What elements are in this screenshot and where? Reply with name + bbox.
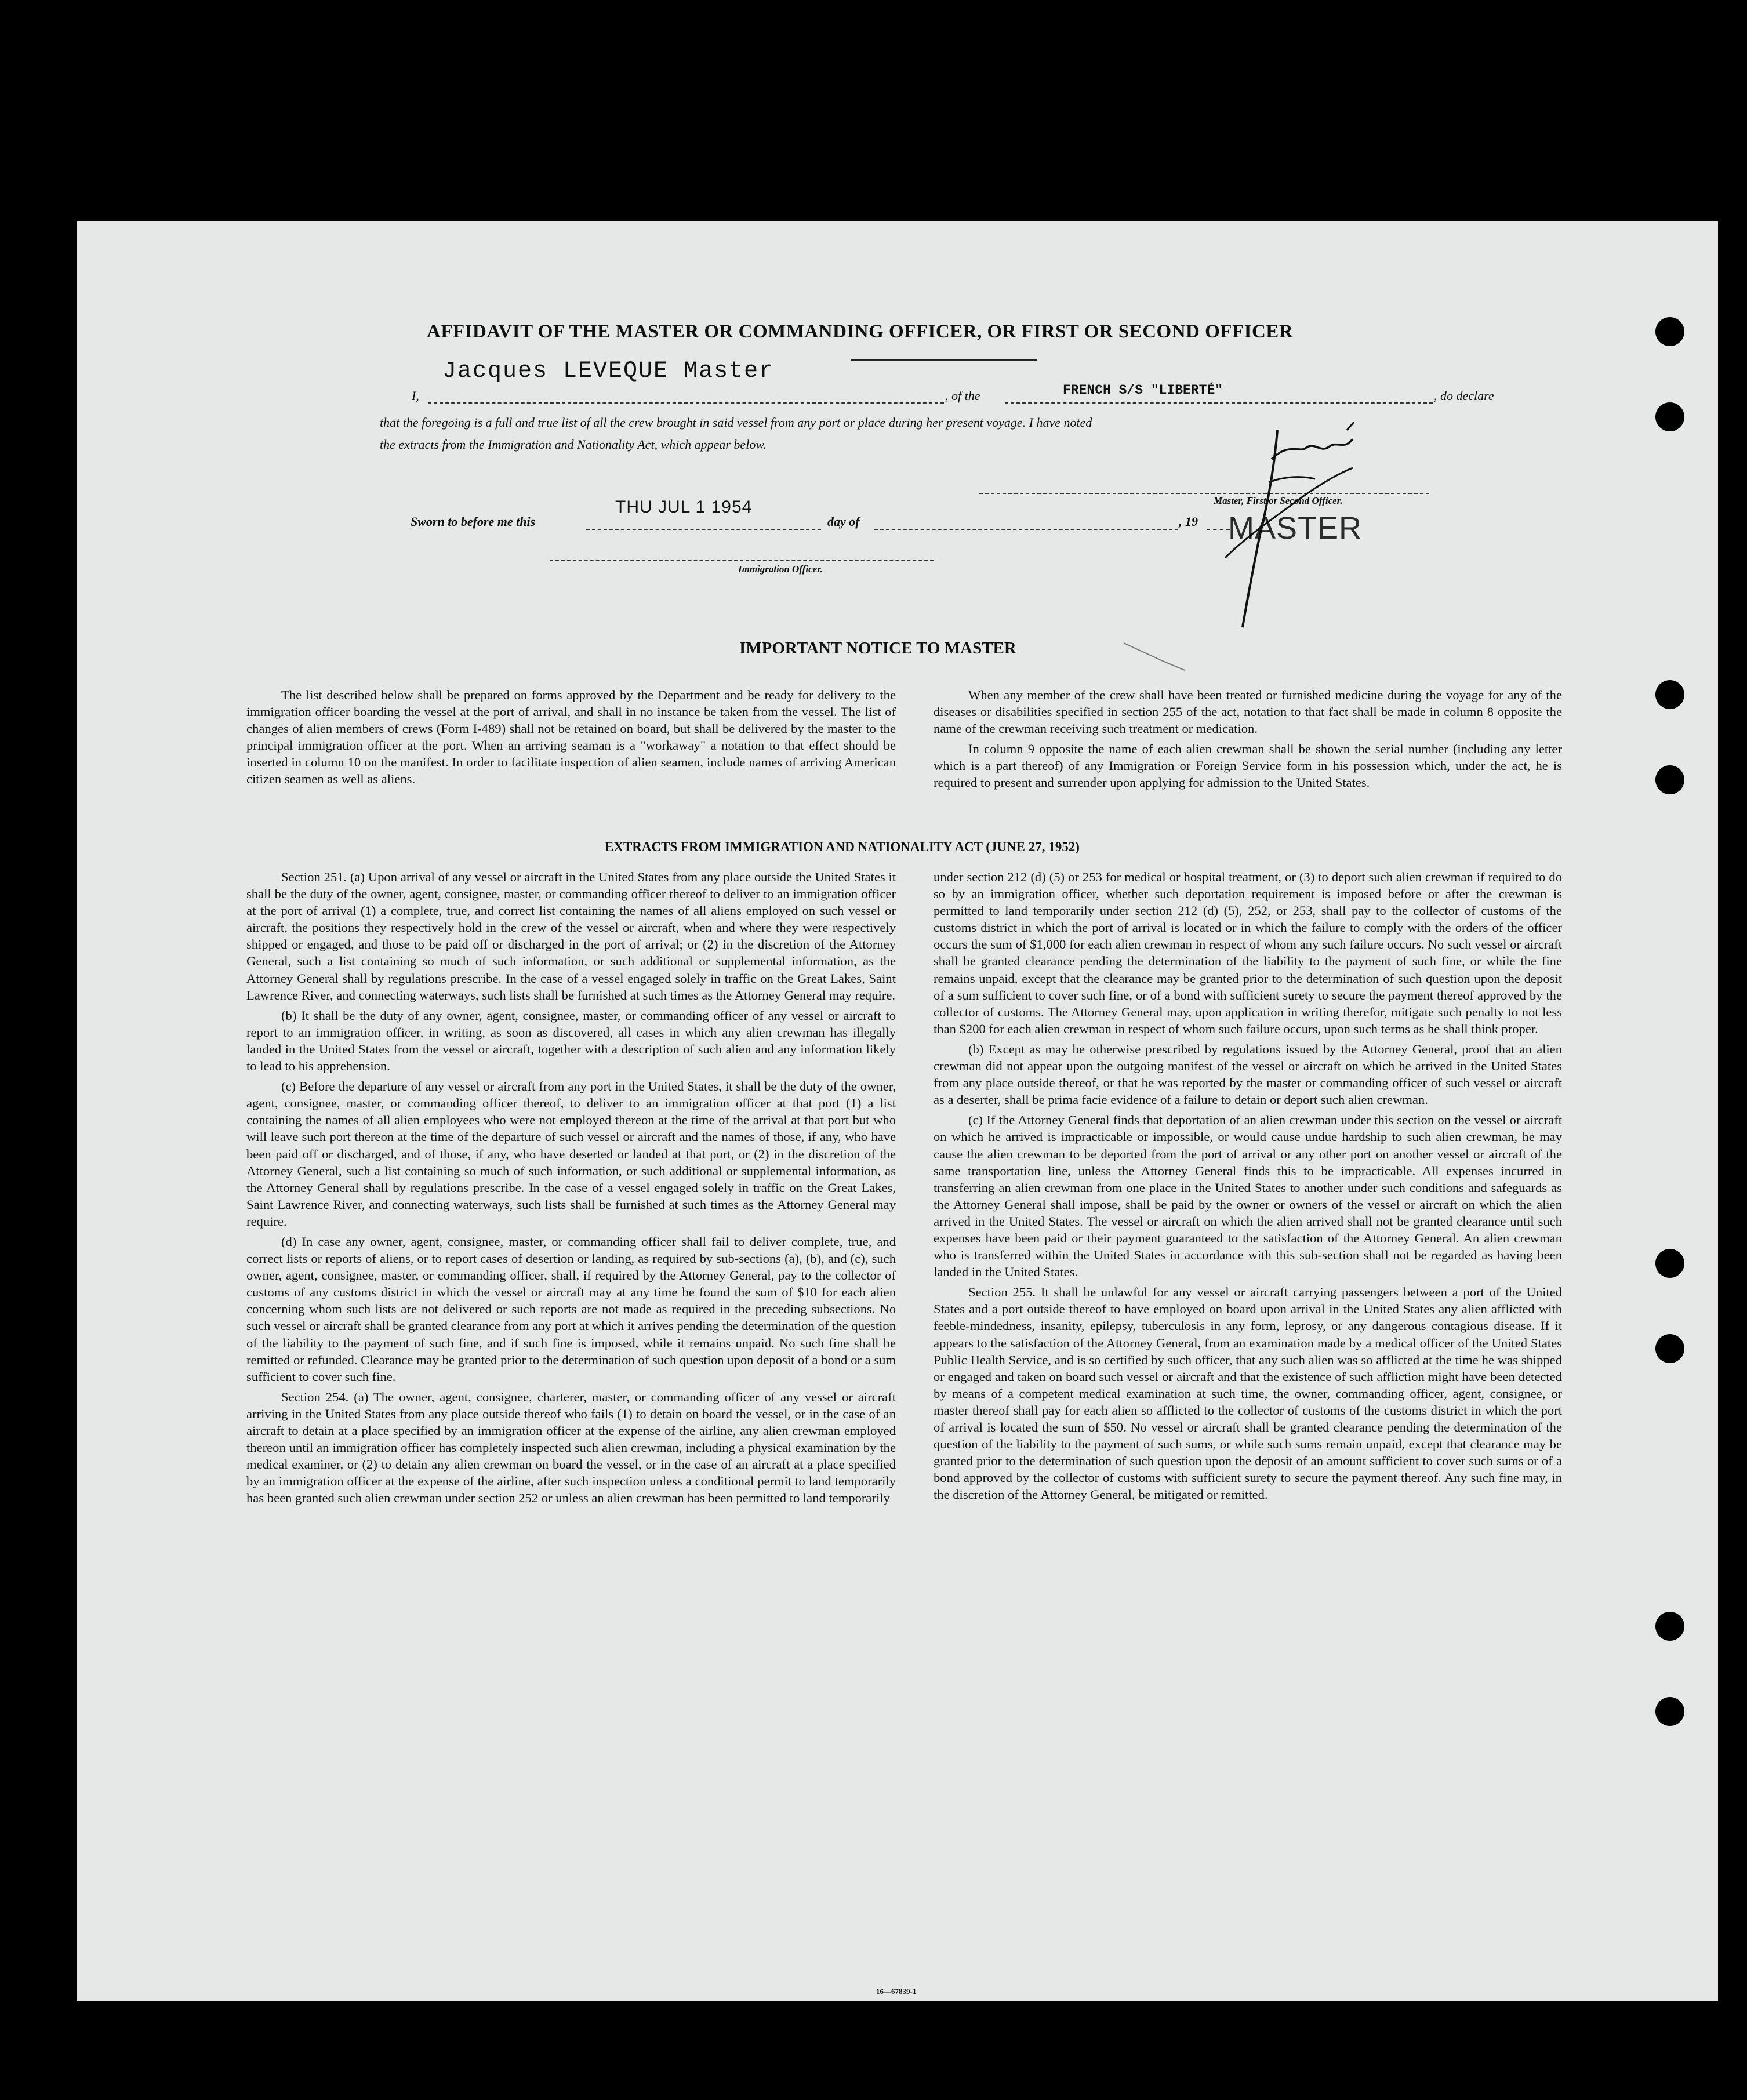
act-paragraph: (d) In case any owner, agent, consignee, master, or commanding officer shall fail to deliver complete, true, and correct lists or reports of aliens, or to report cases of desertion or landing, as required by sub-sections (a), (b), and (c), such owner, agent, consignee, master, or commanding officer, shall, if required by the Attorney General, pay to the collector of customs of any customs district in which the vessel or aircraft may at any time be found the sum of $10 for each alien concerning whom such lists are not delivered or such reports are not made as required in the preceding subsections. No such vessel or aircraft shall be granted clearance from any port at which it arrives pending the determination of the question of the liability to the payment of such fine, and if such fine is imposed, while it remains unpaid. No such fine shall be remitted or refunded. Clearance may be granted prior to the determination of such question upon deposit of a bond or a sum sufficient to cover such fine. <box>246 1234 896 1384</box>
act-paragraph: Section 254. (a) The owner, agent, consignee, charterer, master, or commanding officer of any vessel or aircraft arriving in the United States from any place outside thereof who fails (1) to detain on board the vessel, or in the case of an aircraft to detain at a place specified by an immigration officer at the expense of the airline, any alien crewman employed thereon until an immigration officer has completely inspected such alien crewman, including a physical examination by the medical examiner, or (2) to detain any alien crewman on board the vessel, or in the case of an aircraft at a place specified by an immigration officer at the expense of the airline, after such inspection unless a conditional permit to land temporarily has been granted such alien crewman under section 252 or unless an alien crewman has been permitted to land temporarily <box>246 1389 896 1506</box>
act-paragraph: (c) If the Attorney General finds that deportation of an alien crewman under this section on the vessel or aircraft on which he arrived is impracticable or impossible, or would cause undue hardship to such alien crewman, he may cause the alien crewman to be deported from the port of arrival or any other port on another vessel or aircraft of the same transportation line, unless the Attorney General finds this to be impracticable. All expenses incurred in transferring an alien crewman from one place in the United States to another under such conditions and safeguards as the Attorney General shall impose, shall be paid by the owner or owners of the vessel or aircraft on which the alien arrived in the United States. The vessel or aircraft on which the alien arrived shall not be granted clearance until such expenses have been paid or their payment guaranteed to the satisfaction of the Attorney General. An alien crewman who is transferred within the United States in accordance with this sub-section shall not be regarded as having been landed in the United States. <box>934 1113 1562 1280</box>
master-stamp: MASTER <box>1228 511 1363 546</box>
notice-paragraph: The list described below shall be prepared on forms approved by the Department and be ready for delivery to the immigration officer boarding the vessel at the port of arrival, and shall in no instance be taken from the vessel. The list of changes of alien members of crews (Form I-489) shall not be retained on board, but shall be delivered by the master to the principal immigration officer at the port. When an arriving seaman is a "workaway" a notation to that effect should be inserted in column 10 on the manifest. In order to facilitate inspection of alien seamen, include names of arriving American citizen seamen as well as aliens. <box>246 688 896 787</box>
notice-paragraph: When any member of the crew shall have been treated or furnished medicine during the voyage for any of the diseases or disabilities specified in section 255 of the act, notation to that fact shall be made in column 8 opposite the name of the crewman receiving such treatment or medication. <box>934 688 1562 736</box>
punch-hole <box>1655 1249 1684 1278</box>
notice-paragraph: In column 9 opposite the name of each alien crewman shall be shown the serial number (including any letter which is a part thereof) of any Immigration or Foreign Service form in his possession which, under the act, he is required to present and surrender upon applying for admission to the United States. <box>934 742 1562 790</box>
punch-hole <box>1655 402 1684 431</box>
statement-line-2: the extracts from the Immigration and Nationality Act, which appear below. <box>380 437 767 452</box>
punch-hole <box>1655 1697 1684 1726</box>
notice-title: IMPORTANT NOTICE TO MASTER <box>739 639 1016 657</box>
extracts-right-column <box>934 869 1562 1503</box>
punch-hole <box>1655 1612 1684 1641</box>
i-label: I, <box>412 388 419 403</box>
act-paragraph: Section 255. It shall be unlawful for any vessel or aircraft carrying passengers between a port of the United States and a port outside thereof to have employed on board upon arrival in the United States any alien afflicted with feeble-mindedness, insanity, epilepsy, tuberculosis in any form, leprosy, or any dangerous contagious disease. If it appears to the satisfaction of the Attorney General, from an examination made by a medical officer of the United States Public Health Service, and is so certified by such officer, that any such alien was so afflicted at the time he was shipped or engaged and taken on board such vessel or aircraft and that the existence of such affliction might have been detected by means of a competent medical examination at such time, the owner, commanding officer, agent, consignee, or master thereof shall pay for each alien so afflicted to the collector of customs of the customs district in which the port of arrival is located the sum of $50. No vessel or aircraft shall be granted clearance pending the determination of the question of the liability to the payment of such sums, or while such sums remain unpaid, except that clearance may be granted prior to the determination of such question upon the deposit of an amount sufficient to cover such sums or of a bond approved by the collector of customs with sufficient surety to secure the payment thereof. Any such fine may, in the discretion of the Attorney General, be mitigated or remitted. <box>934 1285 1562 1502</box>
officer-caption: Master, First or Second Officer. <box>1214 495 1343 506</box>
of-the-label: , of the <box>945 388 980 403</box>
extracts-title: EXTRACTS FROM IMMIGRATION AND NATIONALITY ACT (JUNE 27, 1952) <box>605 840 1080 854</box>
notice-left-column <box>246 686 896 788</box>
act-paragraph: Section 251. (a) Upon arrival of any vessel or aircraft in the United States from any place outside the United States it shall be the duty of the owner, agent, consignee, master, or commanding officer thereof to deliver to an immigration officer at the port of arrival (1) a complete, true, and correct list containing the names of all aliens employed on such vessel or aircraft, the positions they respectively hold in the crew of the vessel or aircraft, when and where they were respectively shipped or engaged, and those to be paid off or discharged in the port of arrival; or (2) in the discretion of the Attorney General, such a list containing so much of such information, or such additional or supplemental information, as the Attorney General shall by regulations prescribe. In the case of a vessel engaged solely in traffic on the Great Lakes, Saint Lawrence River, and connecting waterways, such lists shall be furnished at such times as the Attorney General may require. <box>246 870 896 1002</box>
typed-master-name: Jacques LEVEQUE Master <box>442 358 775 384</box>
notice-right-column <box>934 686 1562 791</box>
affidavit-title: AFFIDAVIT OF THE MASTER OR COMMANDING OFFICER, OR FIRST OR SECOND OFFICER <box>427 321 1294 342</box>
underline-rule <box>851 359 1037 361</box>
statement-line-1: that the foregoing is a full and true list of all the crew brought in said vessel from any port or place during her present voyage. I have noted <box>380 415 1092 430</box>
name-blank-line <box>428 402 944 404</box>
sworn-date-stamp: THU JUL 1 1954 <box>615 497 753 517</box>
immigration-officer-line <box>550 560 934 561</box>
punch-hole <box>1655 680 1684 709</box>
act-paragraph: under section 212 (d) (5) or 253 for medical or hospital treatment, or (3) to deport such alien crewman if required to do so by an immigration officer, whether such deportation requirement is imposed before or after the crewman is permitted to land temporarily under section 212 (d) (5), 252, or 253, shall pay to the collector of customs of the customs district in which the port of arrival is located or in which the failure to comply with the orders of the officer occurs the sum of $1,000 for each alien crewman in respect of whom any such failure occurs. No such vessel or aircraft shall be granted clearance pending the determination of the liability to the payment of such fine, or while the fine remains unpaid, except that the clearance may be granted prior to the determination of such question upon the deposit of a sum sufficient to cover such fine, or of a bond with sufficient surety to secure the payment thereof approved by the collector of customs. The Attorney General may, upon application in writing therefor, mitigate such penalty to not less than $200 for each alien crewman in respect of whom such failure occurs, upon such terms as he shall think proper. <box>934 870 1562 1036</box>
month-blank-line <box>874 529 1178 530</box>
vessel-blank-line <box>1005 402 1433 404</box>
act-paragraph: (b) It shall be the duty of any owner, agent, consignee, master, or commanding officer of any vessel or aircraft to report to an immigration officer, in writing, as soon as discovered, all cases in which any alien crewman has illegally landed in the United States from the vessel or aircraft, together with a description of such alien and any information likely to lead to his apprehension. <box>246 1008 896 1074</box>
sworn-label: Sworn to before me this <box>411 514 536 529</box>
signature-image <box>1214 419 1376 633</box>
pencil-mark <box>1121 640 1190 675</box>
act-paragraph: (b) Except as may be otherwise prescribed by regulations issued by the Attorney General, proof that an alien crewman did not appear upon the outgoing manifest of the vessel or aircraft on which he arrived in the United States from any place outside thereof, or that he was reported by the master or commanding officer of such vessel or aircraft as a deserter, shall be prima facie evidence of a failure to detain or deport such alien crewman. <box>934 1041 1562 1107</box>
extracts-left-column <box>246 869 896 1506</box>
punch-hole <box>1655 765 1684 794</box>
vessel-name: FRENCH S/S "LIBERTÉ" <box>1063 383 1223 398</box>
document-page <box>77 221 1718 2001</box>
form-number: 16—67839-1 <box>876 1987 917 1996</box>
act-paragraph: (c) Before the departure of any vessel or aircraft from any port in the United States, it shall be the duty of the owner, agent, consignee, master, or commanding officer thereof, to deliver to an immigration officer at that port (1) a list containing the names of all alien employees who were not employed thereon at the time of the arrival at that port but who will leave such port thereon at the time of the departure of such vessel or aircraft and the names of those, if any, who have been paid off or discharged, and of those, if any, who have deserted or landed at that port, or (2) in the discretion of the Attorney General, such a list containing so much of such information, or such additional or supplemental information, as the Attorney General shall by regulations prescribe. In the case of a vessel engaged solely in traffic on the Great Lakes, Saint Lawrence River, and connecting waterways, such lists shall be furnished at such times as the Attorney General may require. <box>246 1079 896 1229</box>
year-label: , 19 <box>1179 514 1198 529</box>
day-of-label: day of <box>827 514 860 529</box>
punch-hole <box>1655 1334 1684 1363</box>
punch-hole <box>1655 317 1684 346</box>
date-blank-line <box>586 529 821 530</box>
immigration-officer-caption: Immigration Officer. <box>738 564 823 575</box>
do-declare-label: , do declare <box>1434 388 1494 403</box>
